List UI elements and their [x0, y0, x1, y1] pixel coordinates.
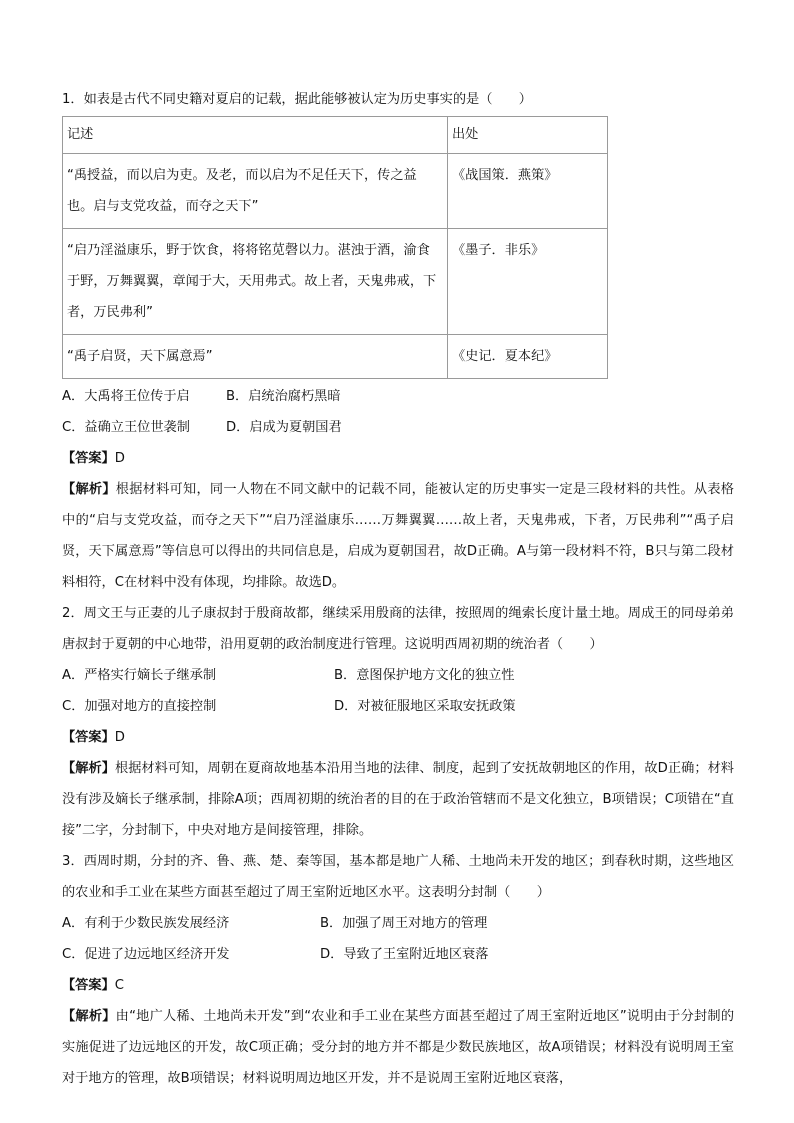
option-c: C．促进了边远地区经济开发 — [62, 947, 230, 962]
analysis-text: 由“地广人稀、土地尚未开发”到“农业和手工业在某些方面甚至超过了周王室附近地区”说明由于分封制的实施促进了边远地区的开发，故C项正确；受分封的地方并不都是少数民族地区，故A项错误；材料没有说明周王室对于地方的管理，故B项错误；材料说明周边地区开发，并不是说周王室附近地区衰落， — [62, 1009, 735, 1086]
q2-analysis — [62, 753, 734, 846]
analysis-tag: 【解析】 — [62, 482, 116, 497]
table-header-row — [63, 117, 608, 154]
option-c: C．加强对地方的直接控制 — [62, 699, 217, 714]
table-header-record: 记述 — [63, 117, 448, 154]
q3-options-row-2 — [62, 939, 734, 970]
option-a: A．有利于少数民族发展经济 — [62, 916, 230, 931]
table-cell-record: “禹授益，而以启为吏。及老，而以启为不足任天下，传之益也。启与支党攻益，而夺之天下” — [63, 154, 448, 229]
option-b: B．意图保护地方文化的独立性 — [334, 668, 515, 683]
table-row — [63, 154, 608, 229]
answer-value: D — [114, 451, 125, 466]
q3-analysis — [62, 1001, 734, 1094]
table-row — [63, 335, 608, 379]
q3-answer — [62, 970, 734, 1001]
table-row — [63, 229, 608, 335]
q3-options-row-1 — [62, 908, 734, 939]
q1-answer — [62, 443, 734, 474]
option-d: D．导致了王室附近地区衰落 — [320, 947, 489, 962]
answer-tag: 【答案】 — [62, 730, 115, 745]
analysis-text: 根据材料可知，周朝在夏商故地基本沿用当地的法律、制度，起到了安抚故朝地区的作用，故D正确；材料没有涉及嫡长子继承制，排除A项；西周初期的统治者的目的在于政治管辖而不是文化独立，B项错误；C项错在“直接”二字，分封制下，中央对地方是间接管理，排除。 — [62, 761, 734, 838]
table-cell-source: 《墨子．非乐》 — [448, 229, 608, 335]
table-cell-source: 《战国策．燕策》 — [448, 154, 608, 229]
q1-source-table — [62, 116, 608, 379]
option-a: A．严格实行嫡长子继承制 — [62, 668, 217, 683]
option-d: D．启成为夏朝国君 — [226, 420, 342, 435]
option-b: B．启统治腐朽黑暗 — [226, 389, 341, 404]
answer-value: C — [114, 978, 124, 993]
option-d: D．对被征服地区采取安抚政策 — [334, 699, 516, 714]
table-cell-record: “禹子启贤，天下属意焉” — [63, 335, 448, 379]
answer-tag: 【答案】 — [62, 451, 115, 466]
answer-tag: 【答案】 — [62, 978, 115, 993]
question-2-stem: 2．周文王与正妻的儿子康叔封于殷商故都，继续采用殷商的法律，按照周的绳索长度计量土地。周成王的同母弟弟唐叔封于夏朝的中心地带，沿用夏朝的政治制度进行管理。这说明西周初期的统治者（ ） — [62, 606, 734, 652]
q2-answer — [62, 722, 734, 753]
table-cell-record: “启乃淫溢康乐，野于饮食，将将铭苋磬以力。湛浊于酒，渝食于野，万舞翼翼，章闻于大，天用弗式。故上者，天鬼弗戒，下者，万民弗利” — [63, 229, 448, 335]
q1-options-row-1 — [62, 381, 734, 412]
answer-value: D — [114, 730, 125, 745]
q1-options-row-2 — [62, 412, 734, 443]
q2-options-row-2 — [62, 691, 734, 722]
document-page — [62, 84, 734, 1094]
q2-options-row-1 — [62, 660, 734, 691]
analysis-tag: 【解析】 — [62, 761, 115, 776]
analysis-text: 根据材料可知，同一人物在不同文献中的记载不同，能被认定的历史事实一定是三段材料的共性。从表格中的“启与支党攻益，而夺之天下”“启乃淫溢康乐……万舞翼翼……故上者，天鬼弗戒，下者，万民弗利”“禹子启贤，天下属意焉”等信息可以得出的共同信息是，启成为夏朝国君，故D正确。A与第一段材料不符，B只与第二段材料相符，C在材料中没有体现，均排除。故选D。 — [62, 482, 734, 590]
question-3-stem: 3．西周时期，分封的齐、鲁、燕、楚、秦等国，基本都是地广人稀、土地尚未开发的地区；到春秋时期，这些地区的农业和手工业在某些方面甚至超过了周王室附近地区水平。这表明分封制（ ） — [62, 854, 734, 900]
option-c: C．益确立王位世袭制 — [62, 420, 190, 435]
table-cell-source: 《史记．夏本纪》 — [448, 335, 608, 379]
question-1-stem: 1．如表是古代不同史籍对夏启的记载，据此能够被认定为历史事实的是（ ） — [62, 92, 532, 107]
option-b: B．加强了周王对地方的管理 — [320, 916, 488, 931]
table-header-source: 出处 — [448, 117, 608, 154]
analysis-tag: 【解析】 — [62, 1009, 116, 1024]
q1-analysis — [62, 474, 734, 598]
option-a: A．大禹将王位传于启 — [62, 389, 190, 404]
